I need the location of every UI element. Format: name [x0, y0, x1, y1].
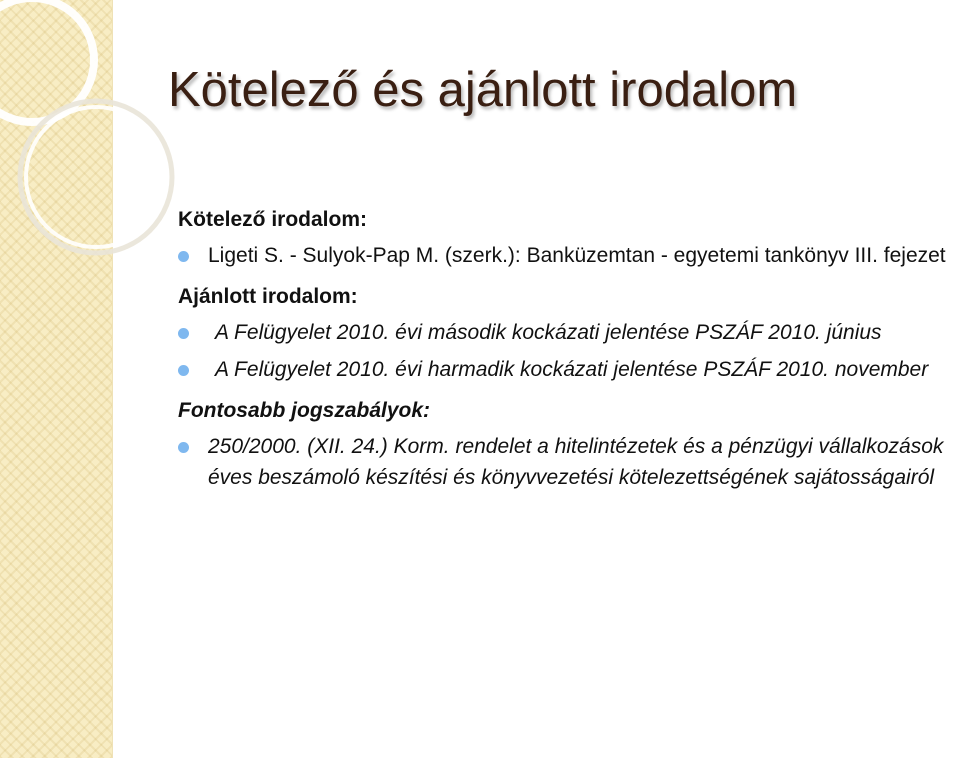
bullet-icon	[178, 365, 189, 376]
slide-content	[178, 206, 948, 493]
list-item-text: A Felügyelet 2010. évi második kockázati jelentése PSZÁF 2010. június	[215, 321, 882, 344]
section-heading-required: Kötelező irodalom:	[178, 208, 368, 231]
list-item	[178, 317, 948, 348]
list-item-text: 250/2000. (XII. 24.) Korm. rendelet a hitelintézetek és a pénzügyi vállalkozások éves beszámoló készítési és könyvvezetési kötelezettségének sajátosságairól	[208, 435, 944, 489]
legislation-list	[178, 431, 948, 493]
bullet-icon	[178, 328, 189, 339]
list-item	[178, 431, 948, 493]
recommended-reading-list	[178, 317, 948, 385]
section-heading-recommended: Ajánlott irodalom:	[178, 285, 358, 308]
list-item	[178, 240, 948, 271]
list-item-text: A Felügyelet 2010. évi harmadik kockázati jelentése PSZÁF 2010. november	[215, 358, 929, 381]
bullet-icon	[178, 251, 189, 262]
list-item	[178, 354, 948, 385]
section-heading-legislation: Fontosabb jogszabályok:	[178, 399, 431, 422]
bullet-icon	[178, 442, 189, 453]
required-reading-list	[178, 240, 948, 271]
slide-title: Kötelező és ajánlott irodalom	[168, 63, 798, 117]
list-item-text: Ligeti S. - Sulyok-Pap M. (szerk.): Banküzemtan - egyetemi tankönyv III. fejezet	[208, 244, 946, 267]
